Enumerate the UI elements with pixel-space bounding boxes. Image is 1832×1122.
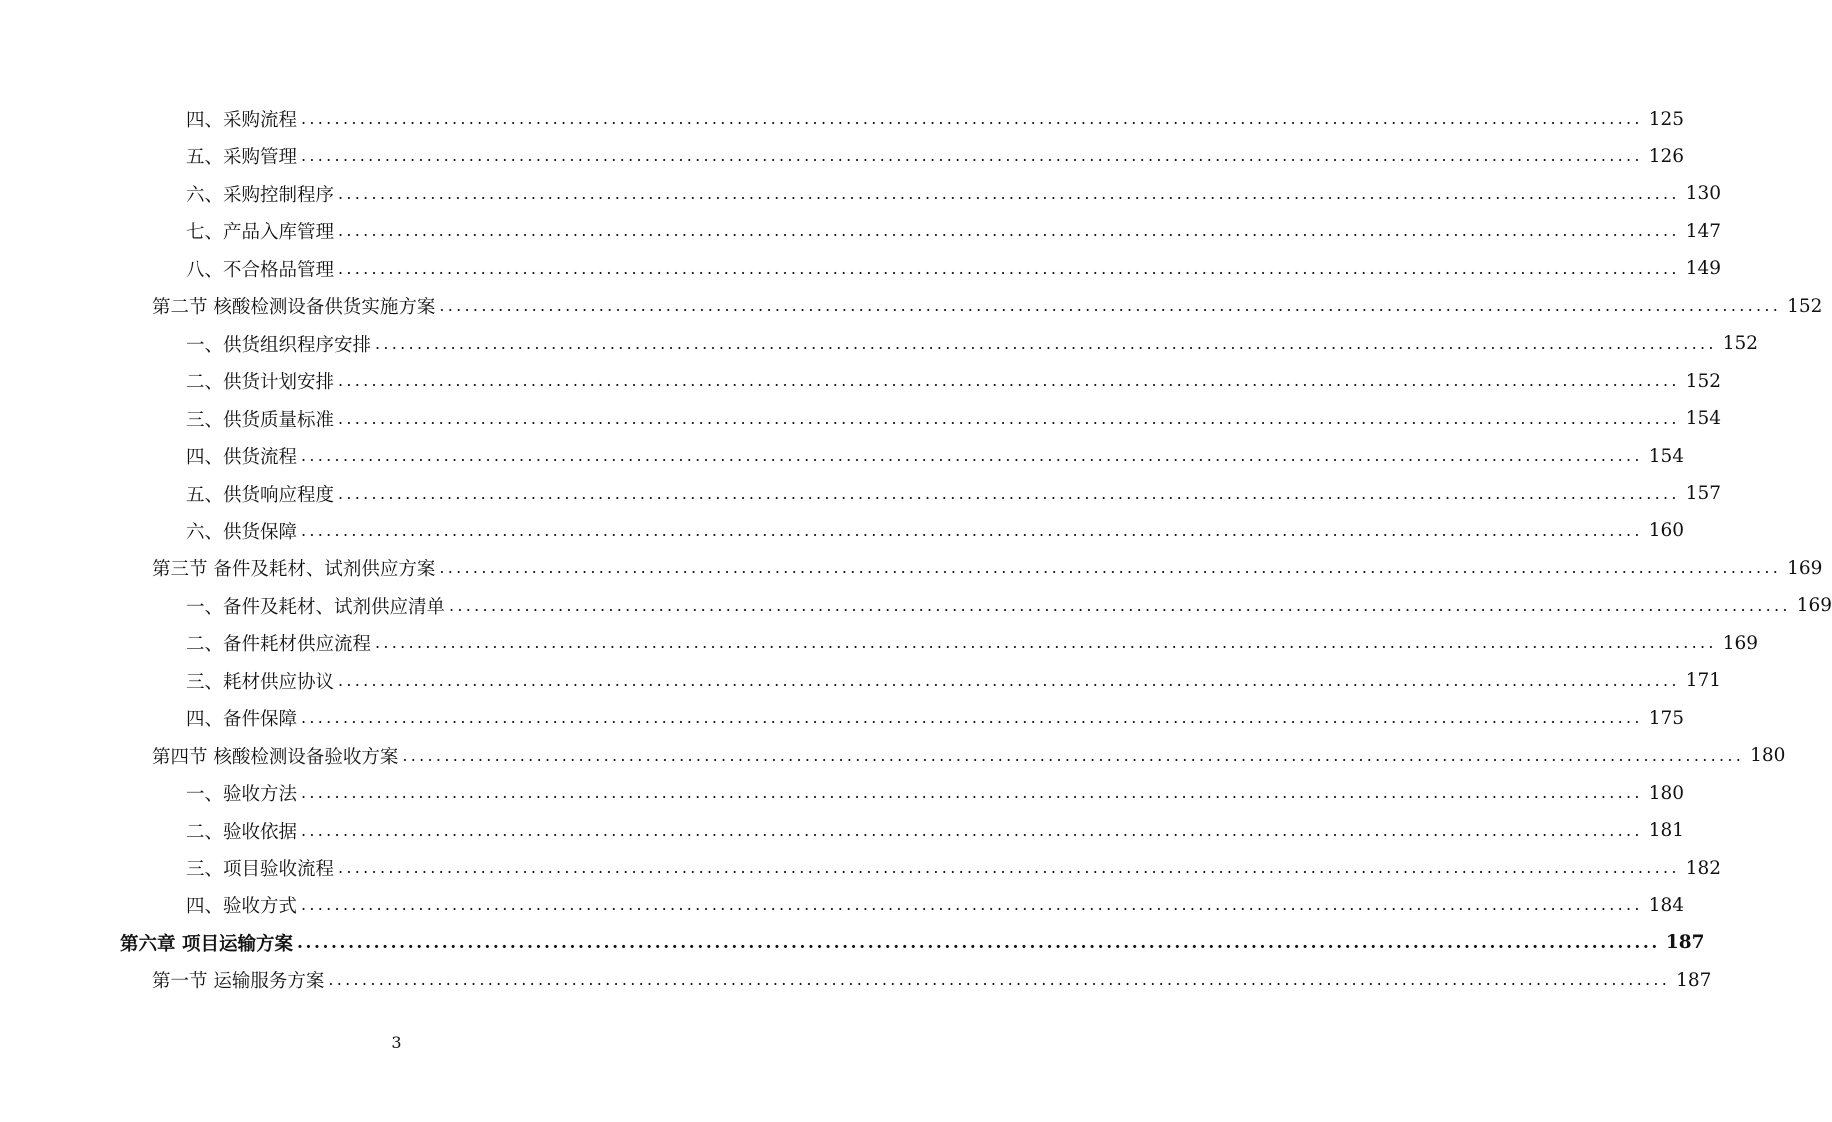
toc-entry-page: 181 bbox=[1648, 820, 1685, 842]
toc-entry-title: 二、验收依据 bbox=[186, 821, 298, 843]
toc-leader-dots: ................................................................................................................................................................ bbox=[301, 783, 1643, 803]
toc-entry-title: 一、备件及耗材、试剂供应清单 bbox=[186, 596, 446, 618]
toc-entry[interactable] bbox=[186, 855, 1722, 881]
toc-entry[interactable] bbox=[186, 780, 1685, 806]
toc-entry-page: 152 bbox=[1787, 295, 1823, 317]
toc-leader-dots: ................................................................................................................................................................ bbox=[301, 895, 1643, 915]
toc-entry[interactable] bbox=[152, 293, 1823, 319]
toc-entry-title: 五、采购管理 bbox=[186, 147, 298, 169]
toc-entry-page: 187 bbox=[1665, 932, 1705, 954]
toc-entry-title: 四、验收方式 bbox=[186, 896, 298, 918]
toc-entry[interactable] bbox=[186, 406, 1722, 432]
toc-entry[interactable] bbox=[186, 630, 1759, 656]
toc-entry-page: 180 bbox=[1648, 782, 1685, 804]
toc-entry-title: 三、供货质量标准 bbox=[186, 409, 335, 431]
toc-entry[interactable] bbox=[186, 593, 1832, 619]
toc-entry-title: 二、备件耗材供应流程 bbox=[186, 634, 372, 656]
toc-entry-page: 149 bbox=[1685, 258, 1722, 280]
toc-entry-title: 第一节 运输服务方案 bbox=[152, 971, 325, 993]
toc-entry[interactable] bbox=[186, 368, 1722, 394]
toc-entry[interactable] bbox=[186, 818, 1685, 844]
toc-entry-page: 180 bbox=[1750, 745, 1786, 767]
toc-entry-title: 一、供货组织程序安排 bbox=[186, 334, 372, 356]
toc-entry-page: 154 bbox=[1685, 408, 1722, 430]
toc-leader-dots: ................................................................................................................................................................ bbox=[296, 932, 1660, 953]
toc-leader-dots: ................................................................................................................................................................ bbox=[338, 258, 1680, 278]
toc-entry-page: 160 bbox=[1648, 520, 1685, 542]
toc-entry[interactable] bbox=[186, 143, 1685, 169]
toc-entry-title: 八、不合格品管理 bbox=[186, 259, 335, 281]
toc-entry-page: 126 bbox=[1648, 145, 1685, 167]
toc-entry-page: 147 bbox=[1685, 220, 1722, 242]
toc-entry-title: 五、供货响应程度 bbox=[186, 484, 335, 506]
toc-leader-dots: ................................................................................................................................................................ bbox=[328, 970, 1671, 990]
toc-entry-title: 七、产品入库管理 bbox=[186, 222, 335, 244]
toc-entry-title: 第六章 项目运输方案 bbox=[120, 933, 293, 955]
toc-entry[interactable] bbox=[186, 518, 1685, 544]
toc-leader-dots: ................................................................................................................................................................ bbox=[402, 745, 1745, 765]
toc-leader-dots: ................................................................................................................................................................ bbox=[338, 858, 1680, 877]
toc-entry-page: 125 bbox=[1648, 108, 1685, 130]
toc-entry-title: 第二节 核酸检测设备供货实施方案 bbox=[152, 297, 436, 319]
toc-entry-title: 一、验收方法 bbox=[186, 784, 298, 806]
toc-leader-dots: ................................................................................................................................................................ bbox=[301, 708, 1643, 728]
toc-entry-page: 169 bbox=[1796, 595, 1832, 617]
toc-entry-title: 三、耗材供应协议 bbox=[186, 671, 335, 693]
toc-leader-dots: ................................................................................................................................................................ bbox=[338, 183, 1680, 203]
toc-leader-dots: ................................................................................................................................................................ bbox=[301, 446, 1643, 466]
toc-entry-title: 第三节 备件及耗材、试剂供应方案 bbox=[152, 559, 436, 581]
toc-entry[interactable] bbox=[120, 930, 1705, 956]
toc-entry[interactable] bbox=[186, 481, 1722, 507]
toc-entry-page: 130 bbox=[1685, 183, 1722, 205]
toc-entry-page: 182 bbox=[1685, 857, 1722, 879]
toc-entry[interactable] bbox=[186, 705, 1685, 731]
toc-entry[interactable] bbox=[186, 443, 1685, 469]
toc-leader-dots: ................................................................................................................................................................ bbox=[338, 483, 1680, 503]
toc-leader-dots: ................................................................................................................................................................ bbox=[449, 595, 1791, 615]
toc-entry[interactable] bbox=[186, 181, 1722, 207]
toc-leader-dots: ................................................................................................................................................................ bbox=[439, 558, 1782, 578]
toc-entry-page: 152 bbox=[1685, 370, 1722, 392]
toc-entry-page: 157 bbox=[1685, 483, 1722, 504]
toc-entry-title: 第四节 核酸检测设备验收方案 bbox=[152, 746, 399, 768]
toc-entry[interactable] bbox=[186, 106, 1685, 132]
toc-entry-page: 169 bbox=[1722, 632, 1759, 654]
toc-leader-dots: ................................................................................................................................................................ bbox=[338, 371, 1680, 391]
toc-entry[interactable] bbox=[152, 743, 1786, 769]
toc-leader-dots: ................................................................................................................................................................ bbox=[301, 109, 1643, 128]
toc-leader-dots: ................................................................................................................................................................ bbox=[338, 408, 1680, 428]
toc-entry[interactable] bbox=[186, 256, 1722, 282]
toc-entry[interactable] bbox=[152, 555, 1823, 581]
toc-entry[interactable] bbox=[186, 331, 1759, 357]
toc-entry-title: 四、采购流程 bbox=[186, 110, 298, 131]
toc-entry-page: 154 bbox=[1648, 445, 1685, 467]
toc-leader-dots: ................................................................................................................................................................ bbox=[338, 221, 1680, 241]
toc-entry-title: 四、供货流程 bbox=[186, 447, 298, 469]
toc-entry-title: 六、供货保障 bbox=[186, 521, 298, 543]
toc-entry[interactable] bbox=[186, 668, 1722, 694]
toc-entry-title: 四、备件保障 bbox=[186, 709, 298, 731]
toc-leader-dots: ................................................................................................................................................................ bbox=[375, 633, 1717, 653]
toc-entry[interactable] bbox=[186, 218, 1722, 244]
page-number: 3 bbox=[391, 1033, 402, 1052]
toc-entry[interactable] bbox=[186, 892, 1685, 918]
toc-entry-page: 169 bbox=[1787, 557, 1823, 579]
toc-leader-dots: ................................................................................................................................................................ bbox=[338, 670, 1680, 690]
toc-entry-title: 六、采购控制程序 bbox=[186, 184, 335, 206]
toc-entry-title: 三、项目验收流程 bbox=[186, 859, 335, 880]
toc-entry-page: 175 bbox=[1648, 707, 1685, 729]
toc-leader-dots: ................................................................................................................................................................ bbox=[301, 820, 1643, 840]
toc-entry-title: 二、供货计划安排 bbox=[186, 372, 335, 394]
toc-entry-page: 152 bbox=[1722, 333, 1759, 355]
toc-leader-dots: ................................................................................................................................................................ bbox=[375, 333, 1717, 353]
toc-entry-page: 187 bbox=[1676, 969, 1712, 991]
toc-leader-dots: ................................................................................................................................................................ bbox=[439, 296, 1782, 316]
toc-entry[interactable] bbox=[152, 967, 1712, 993]
toc-entry-page: 184 bbox=[1648, 894, 1685, 916]
toc-leader-dots: ................................................................................................................................................................ bbox=[301, 146, 1643, 166]
toc-leader-dots: ................................................................................................................................................................ bbox=[301, 520, 1643, 540]
toc-entry-page: 171 bbox=[1685, 670, 1722, 692]
